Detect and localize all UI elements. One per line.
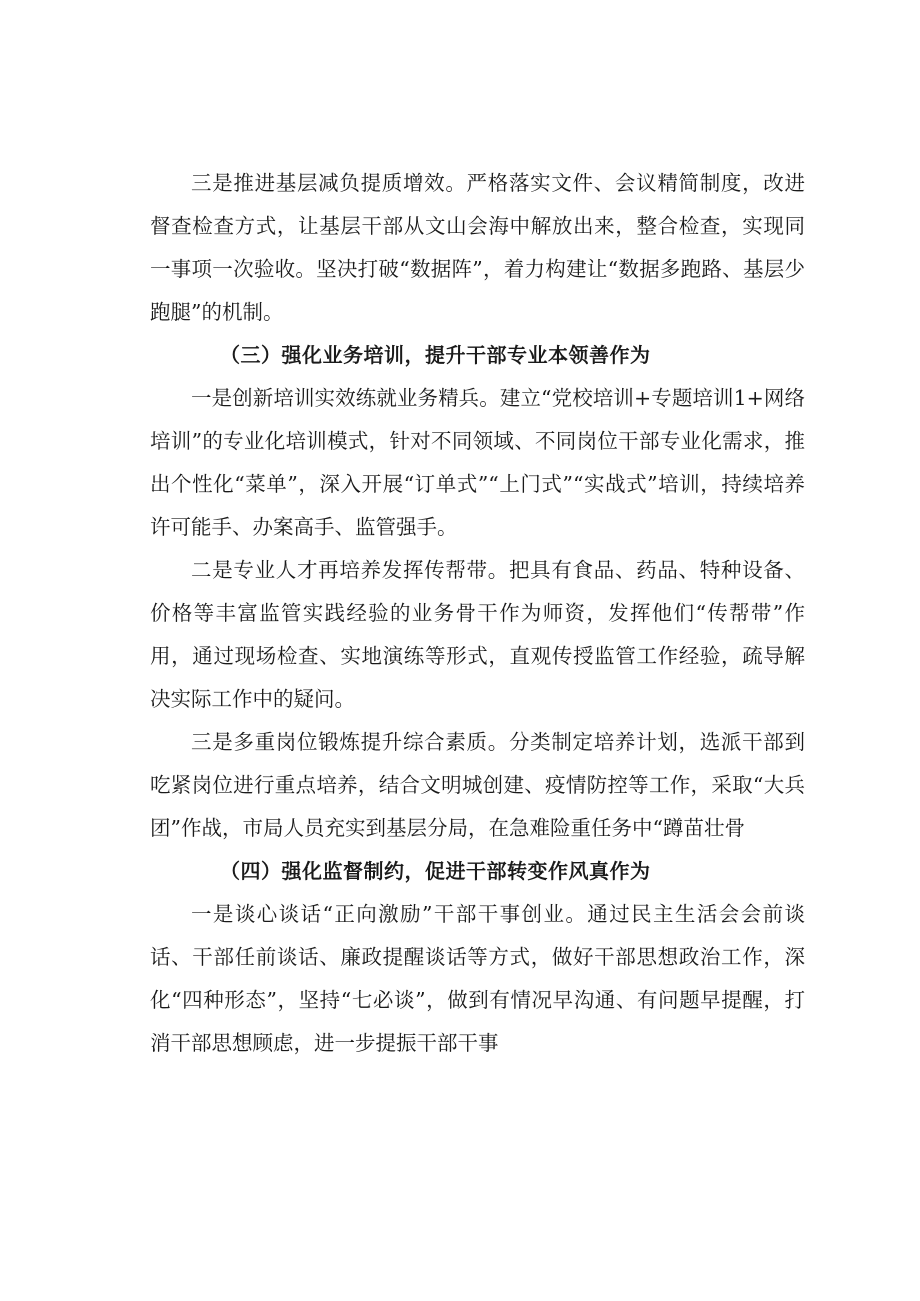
paragraph-post-training: 三是多重岗位锻炼提升综合素质。分类制定培养计划，选派干部到吃紧岗位进行重点培养，结合文明城创建、疫情防控等工作，采取“大兵团”作战，市局人员充实到基层分局，在急难险重任务中“蹲苗壮骨 <box>150 730 805 840</box>
paragraph-reduce-burden: 三是推进基层减负提质增效。严格落实文件、会议精简制度，改进督查检查方式，让基层干部从文山会海中解放出来，整合检查，实现同一事项一次验收。坚决打破“数据阵”，着力构建让“数据多跑路、基层少跑腿”的机制。 <box>150 171 805 324</box>
paragraph-talent-mentoring: 二是专业人才再培养发挥传帮带。把具有食品、药品、特种设备、价格等丰富监管实践经验的业务骨干作为师资，发挥他们“传帮带”作用，通过现场检查、实地演练等形式，直观传授监管工作经验，疏导解决实际工作中的疑问。 <box>150 558 805 711</box>
paragraph-innovate-training: 一是创新培训实效练就业务精兵。建立“党校培训+专题培训1+网络培训”的专业化培训模式，针对不同领域、不同岗位干部专业化需求，推出个性化“菜单”，深入开展“订单式”“上门式”“实战式”培训，持续培养许可能手、办案高手、监管强手。 <box>150 386 805 539</box>
section-heading-4: （四）强化监督制约，促进干部转变作风真作为 <box>220 859 651 883</box>
document-page <box>150 162 805 1065</box>
section-heading-3: （三）强化业务培训，提升干部专业本领善作为 <box>220 343 651 367</box>
paragraph-heart-talk: 一是谈心谈话“正向激励”干部干事创业。通过民主生活会会前谈话、干部任前谈话、廉政提醒谈话等方式，做好干部思想政治工作，深化“四种形态”，坚持“七必谈”，做到有情况早沟通、有问题早提醒，打消干部思想顾虑，进一步提振干部干事 <box>150 902 805 1055</box>
